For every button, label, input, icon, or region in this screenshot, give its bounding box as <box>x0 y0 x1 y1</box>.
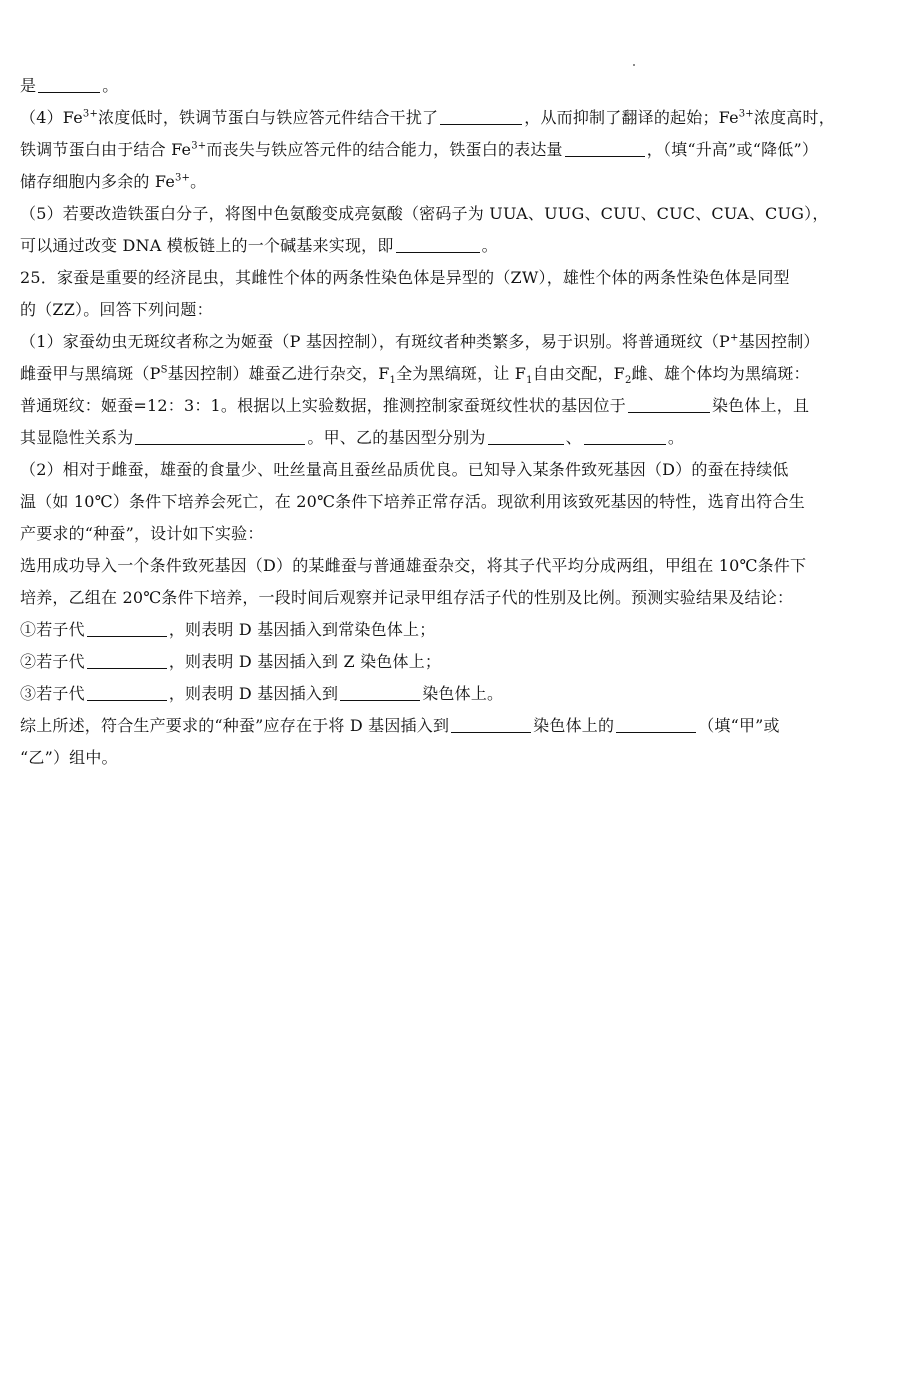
q24-5-line-2 <box>20 230 888 262</box>
answer-blank[interactable] <box>135 426 305 445</box>
text: 。 <box>481 236 498 255</box>
q25-2-result-2 <box>20 646 888 678</box>
answer-blank[interactable] <box>87 682 167 701</box>
text: ，则表明 D 基因插入到 Z 染色体上； <box>168 652 442 671</box>
q25-1-line-3 <box>20 390 888 422</box>
answer-blank[interactable] <box>584 426 666 445</box>
text: ，（填“升高”或“降低”） <box>646 140 819 159</box>
superscript: 3+ <box>174 172 191 184</box>
answer-blank[interactable] <box>488 426 564 445</box>
text: 染色体上的 <box>533 716 615 735</box>
q24-5-line-1 <box>20 198 888 230</box>
text: 储存细胞内多余的 Fe <box>20 172 175 191</box>
text: ③若子代 <box>20 684 85 703</box>
text: ，从而抑制了翻译的起始；Fe <box>524 108 739 127</box>
answer-blank[interactable] <box>340 682 420 701</box>
stray-dot <box>633 64 635 66</box>
text: 普通斑纹：姬蚕=12：3：1。根据以上实验数据，推测控制家蚕斑纹性状的基因位于 <box>20 396 626 415</box>
text: 选用成功导入一个条件致死基因（D）的某雌蚕与普通雄蚕杂交，将其子代平均分成两组，甲组在 10℃条件下 <box>20 556 807 575</box>
q24-4-line-1 <box>20 102 888 134</box>
subscript: 2 <box>624 375 632 387</box>
q25-1-line-2 <box>20 358 888 390</box>
text: ，则表明 D 基因插入到 <box>168 684 339 703</box>
text: 全为黑缟斑，让 F <box>396 364 527 383</box>
text: （2）相对于雌蚕，雄蚕的食量少、吐丝量高且蚕丝品质优良。已知导入某条件致死基因（D）的蚕在持续低 <box>20 460 789 479</box>
answer-blank[interactable] <box>440 106 522 125</box>
text: 、 <box>565 428 582 447</box>
answer-blank[interactable] <box>87 618 167 637</box>
q25-2-summary-2 <box>20 742 888 774</box>
q25-2-line-2 <box>20 486 888 518</box>
superscript: + <box>730 332 739 344</box>
q24-4-line-3 <box>20 166 888 198</box>
answer-blank[interactable] <box>87 650 167 669</box>
text: 染色体上。 <box>422 684 504 703</box>
text: 是 <box>20 76 37 95</box>
answer-blank[interactable] <box>616 714 696 733</box>
q25-line-2 <box>20 294 888 326</box>
text: 基因控制）雄蚕乙进行杂交，F <box>167 364 390 383</box>
q25-2-line-1 <box>20 454 888 486</box>
text: 的（ZZ）。回答下列问题： <box>20 300 213 319</box>
text: 染色体上，且 <box>711 396 810 415</box>
q25-2-result-3 <box>20 678 888 710</box>
answer-blank[interactable] <box>38 74 100 93</box>
text: 综上所述，符合生产要求的“种蚕”应存在于将 D 基因插入到 <box>20 716 450 735</box>
text: ，则表明 D 基因插入到常染色体上； <box>168 620 436 639</box>
text: （5）若要改造铁蛋白分子，将图中色氨酸变成亮氨酸（密码子为 UUA、UUG、CUU、CUC、CUA、CUG）， <box>20 204 829 223</box>
answer-blank[interactable] <box>451 714 531 733</box>
text: （填“甲”或 <box>698 716 780 735</box>
text: 。 <box>667 428 685 447</box>
answer-blank[interactable] <box>565 138 645 157</box>
q25-2-summary-1 <box>20 710 888 742</box>
text: 雌蚕甲与黑缟斑（P <box>20 364 161 383</box>
q24-4-line-2 <box>20 134 888 166</box>
text: “乙”）组中。 <box>20 748 118 767</box>
text: 温（如 10℃）条件下培养会死亡，在 20℃条件下培养正常存活。现欲利用该致死基因的特性，选育出符合生 <box>20 492 805 511</box>
text: 自由交配，F <box>532 364 625 383</box>
q24-line-1 <box>20 70 888 102</box>
q25-1-line-4 <box>20 422 888 454</box>
q25-2-line-4 <box>20 550 888 582</box>
text: 培养，乙组在 20℃条件下培养，一段时间后观察并记录甲组存活子代的性别及比例。预测实验结果及结论： <box>20 588 794 607</box>
superscript: 3+ <box>191 140 207 152</box>
text: 浓度低时，铁调节蛋白与铁应答元件结合干扰了 <box>98 108 439 127</box>
subscript: 1 <box>389 375 397 387</box>
q25-1-line-1 <box>20 326 888 358</box>
text: 其显隐性关系为 <box>20 428 134 447</box>
text: （1）家蚕幼虫无斑纹者称之为姬蚕（P 基因控制），有斑纹者种类繁多，易于识别。将普通斑纹（P <box>20 332 730 351</box>
q25-line-1 <box>20 262 888 294</box>
q25-2-line-3 <box>20 518 888 550</box>
superscript: S <box>160 364 168 376</box>
text: 可以通过改变 DNA 模板链上的一个碱基来实现，即 <box>20 236 394 255</box>
text: 浓度高时， <box>753 108 835 127</box>
superscript: 3+ <box>738 108 754 120</box>
answer-blank[interactable] <box>628 394 710 413</box>
q25-2-result-1 <box>20 614 888 646</box>
subscript: 1 <box>526 375 533 387</box>
text: 。甲、乙的基因型分别为 <box>307 428 486 447</box>
text: 基因控制） <box>738 332 820 351</box>
text: 25．家蚕是重要的经济昆虫，其雌性个体的两条性染色体是异型的（ZW），雄性个体的两条性染色体是同型 <box>20 268 790 287</box>
q25-2-line-5 <box>20 582 888 614</box>
text: ①若子代 <box>20 620 85 639</box>
answer-blank[interactable] <box>396 234 480 253</box>
superscript: 3+ <box>82 108 99 120</box>
text: 雌、雄个体均为黑缟斑： <box>631 364 810 383</box>
text: （4）Fe <box>20 108 83 127</box>
text: 铁调节蛋白由于结合 Fe <box>20 140 192 159</box>
text: 。 <box>190 172 207 191</box>
text: 而丧失与铁应答元件的结合能力，铁蛋白的表达量 <box>206 140 563 159</box>
text: ②若子代 <box>20 652 85 671</box>
text: 产要求的“种蚕”，设计如下实验： <box>20 524 264 543</box>
text: 。 <box>102 76 119 95</box>
